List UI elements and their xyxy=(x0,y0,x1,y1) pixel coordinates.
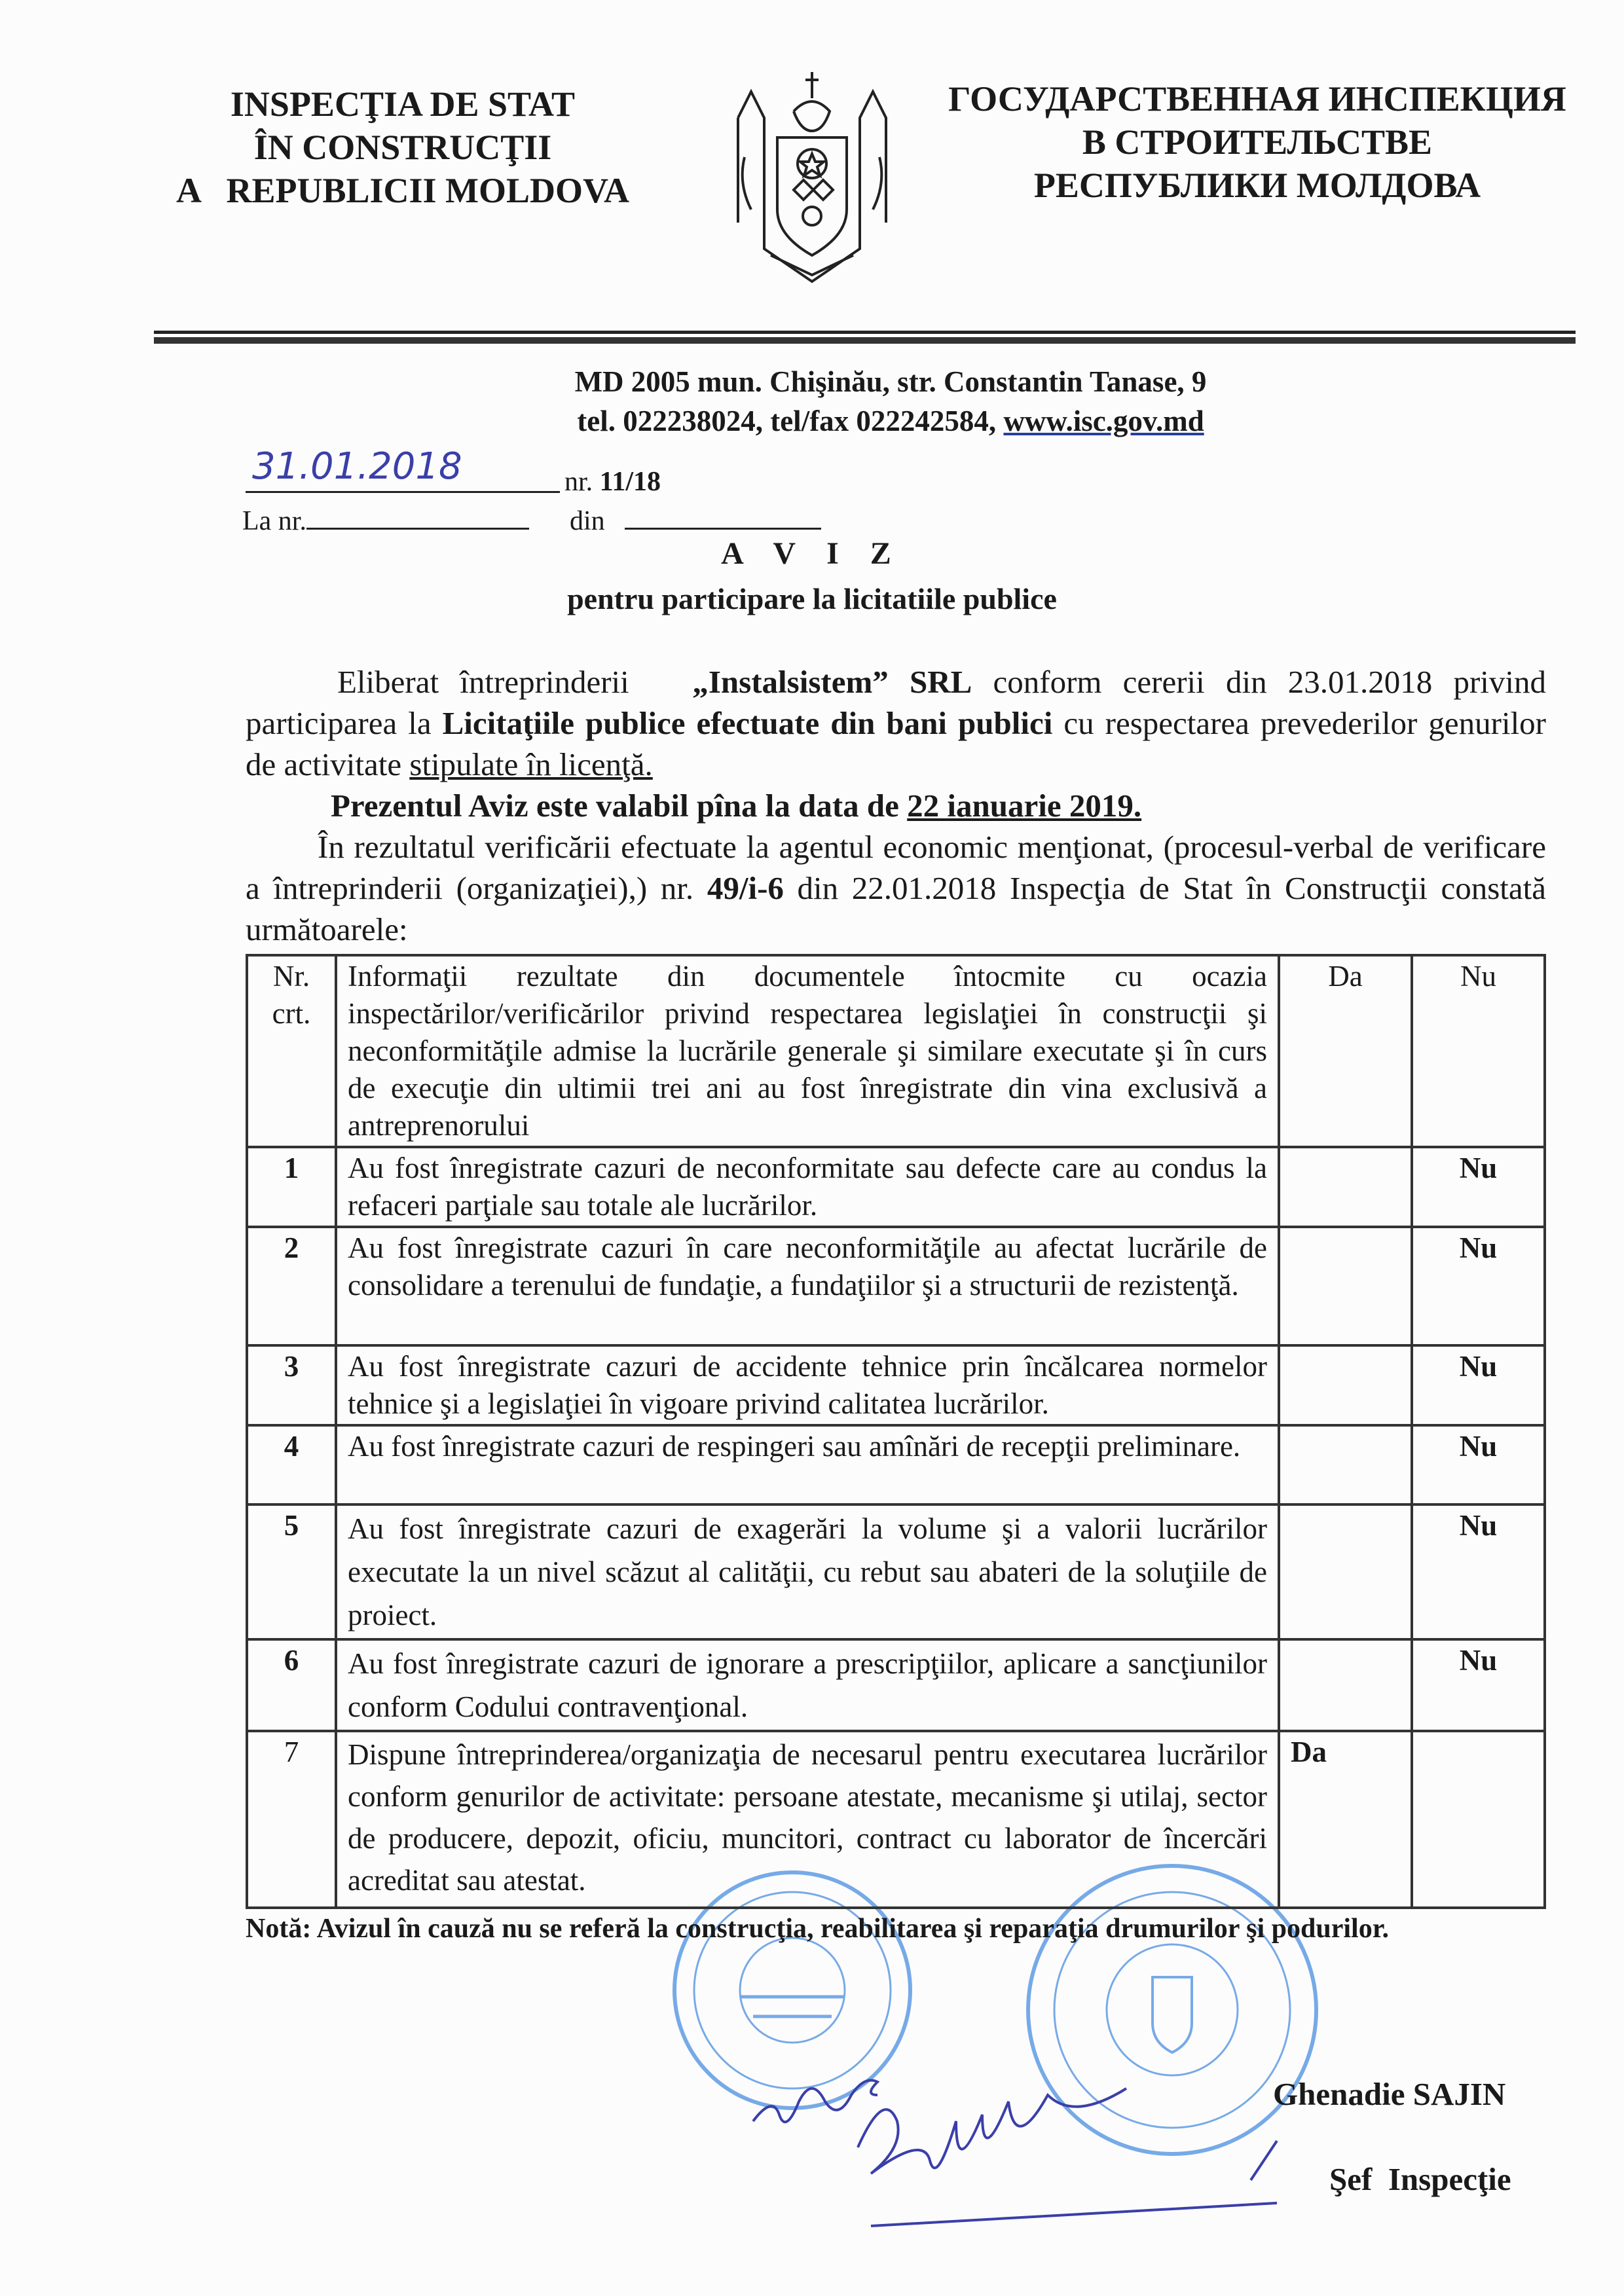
signature-icon xyxy=(740,2016,1329,2265)
report-number: 49/i-6 xyxy=(707,870,784,906)
row-nu: Nu xyxy=(1412,1227,1545,1345)
row-nr: 4 xyxy=(247,1425,336,1504)
row-da xyxy=(1279,1345,1412,1425)
header-left-line: INSPECŢIA DE STAT xyxy=(230,84,576,124)
header-divider-thin xyxy=(154,331,1576,334)
row-da: Da xyxy=(1279,1731,1412,1908)
purpose: Licitaţiile publice efectuate din bani publici xyxy=(442,705,1053,741)
row-da xyxy=(1279,1639,1412,1731)
row-nu: Nu xyxy=(1412,1425,1545,1504)
row-nr: 1 xyxy=(247,1147,336,1227)
inspection-results-table xyxy=(246,954,1546,1909)
date-field xyxy=(246,445,560,493)
company-name: „Instalsistem” SRL xyxy=(692,664,972,700)
header-right-institution-name xyxy=(910,77,1604,207)
din-blank xyxy=(625,501,821,530)
header-divider-thick xyxy=(154,337,1576,344)
signatory-name: Ghenadie SAJIN xyxy=(1273,2076,1506,2112)
signatory-position: Şef Inspecţie xyxy=(1329,2161,1511,2197)
row-nr: 5 xyxy=(247,1504,336,1639)
text: conform cererii din 23.01.2018 privind participarea la xyxy=(246,664,1546,741)
validity-date: 22 ianuarie 2019. xyxy=(907,788,1142,824)
main-content xyxy=(246,661,1546,1944)
din-label: din xyxy=(570,506,605,536)
row-text: Dispune întreprinderea/organizaţia de necesarul pentru executarea lucrărilor conform genurilor de activitate: persoane atestate, mecanisme şi utilaj, sector de producere, depozit, oficiu, muncitori, contract cu laborator de încercări acreditat sau atestat. xyxy=(336,1731,1279,1908)
header-info: Informaţii rezultate din documentele întocmite cu ocazia inspectărilor/verificărilor privind respectarea legislaţiei în construcţii şi neconformităţile admise la lucrările generale şi similare executate şi în curs de execuţie din ultimii trei ani au fost înregistrate din vina exclusivă a antreprenorului xyxy=(336,955,1279,1147)
paragraph-verification xyxy=(246,826,1546,950)
header-nr: Nr. crt. xyxy=(247,955,336,1147)
header-nu: Nu xyxy=(1412,955,1545,1147)
row-da xyxy=(1279,1227,1412,1345)
row-nu xyxy=(1412,1731,1545,1908)
row-nu: Nu xyxy=(1412,1639,1545,1731)
text: Eliberat întreprinderii xyxy=(337,664,693,700)
contact-line xyxy=(327,401,1454,441)
table-row xyxy=(247,1504,1545,1639)
row-text: Au fost înregistrate cazuri de neconformitate sau defecte care au condus la refaceri parţiale sau totale ale lucrărilor. xyxy=(336,1147,1279,1227)
address-line: MD 2005 mun. Chişinău, str. Constantin Tanase, 9 xyxy=(574,365,1207,398)
nr-label: nr. xyxy=(564,467,593,497)
text: cu respectarea prevederilor genurilor de activitate xyxy=(246,705,1546,782)
table-row xyxy=(247,1345,1545,1425)
la-nr-field xyxy=(242,501,529,537)
text: Prezentul Aviz este valabil pîna la data de xyxy=(331,788,908,824)
body-text xyxy=(246,661,1546,950)
text: din 22.01.2018 Inspecţia de Stat în Construcţii constată următoarele: xyxy=(246,870,1546,947)
row-nr: 6 xyxy=(247,1639,336,1731)
row-text: Au fost înregistrate cazuri de respingeri sau amînări de recepţii preliminare. xyxy=(336,1425,1279,1504)
header-left-line: A REPUBLICII MOLDOVA xyxy=(175,171,630,210)
header-right-line: В СТРОИТЕЛЬСТВЕ xyxy=(1082,122,1433,162)
table-row xyxy=(247,1147,1545,1227)
row-nu: Nu xyxy=(1412,1504,1545,1639)
row-da xyxy=(1279,1147,1412,1227)
row-text: Au fost înregistrate cazuri în care neconformităţile au afectat lucrările de consolidare a terenului de fundaţie, a fundaţiilor şi a structurii de rezistenţă. xyxy=(336,1227,1279,1345)
table-row xyxy=(247,1227,1545,1345)
row-da xyxy=(1279,1425,1412,1504)
row-text: Au fost înregistrate cazuri de exagerări la volume şi a valorii lucrărilor executate la un nivel scăzut al calităţii, cu rebut sau abateri de la soluţiile de proiect. xyxy=(336,1504,1279,1639)
din-field xyxy=(570,501,821,537)
row-nu: Nu xyxy=(1412,1147,1545,1227)
header-right-line: ГОСУДАРСТВЕННАЯ ИНСПЕКЦИЯ xyxy=(948,79,1566,118)
row-nr: 3 xyxy=(247,1345,336,1425)
row-text: Au fost înregistrate cazuri de accidente tehnice prin încălcarea normelor tehnice şi a legislaţiei în vigoare privind calitatea lucrărilor. xyxy=(336,1345,1279,1425)
row-nr: 2 xyxy=(247,1227,336,1345)
paragraph-validity xyxy=(246,785,1546,826)
la-nr-label: La nr. xyxy=(242,506,306,536)
table-row xyxy=(247,1731,1545,1908)
phone-numbers: tel. 022238024, tel/fax 022242584, xyxy=(577,405,1004,437)
row-nr: 7 xyxy=(247,1731,336,1908)
row-da xyxy=(1279,1504,1412,1639)
coat-of-arms-icon xyxy=(731,65,893,285)
text-underlined: stipulate în licenţă. xyxy=(409,746,653,782)
website-link[interactable]: www.isc.gov.md xyxy=(1003,405,1204,437)
note: Notă: Avizul în cauză nu se referă la construcţia, reabilitarea şi reparaţia drumurilor şi podurilor. xyxy=(246,1914,1390,1944)
table-header-row xyxy=(247,955,1545,1147)
reference-number xyxy=(564,466,661,498)
header-left-line: ÎN CONSTRUCŢII xyxy=(253,128,552,167)
document-title: A V I Z xyxy=(721,536,903,571)
la-nr-blank xyxy=(306,501,529,530)
handwritten-date: 31.01.2018 xyxy=(252,445,462,488)
row-text: Au fost înregistrate cazuri de ignorare a prescripţiilor, aplicare a sancţiunilor conform Codului contravenţional. xyxy=(336,1639,1279,1731)
header-da: Da xyxy=(1279,955,1412,1147)
nr-value: 11/18 xyxy=(599,467,661,497)
table-row xyxy=(247,1639,1545,1731)
paragraph-issued-to xyxy=(246,661,1546,785)
text: În rezultatul verificării efectuate la agentul economic menţionat, (procesul-verbal de verificare a întreprinderii (organizaţiei),) nr. xyxy=(246,829,1546,906)
header-right-line: РЕСПУБЛИКИ МОЛДОВА xyxy=(1033,166,1481,205)
document-subtitle: pentru participare la licitatiile publice xyxy=(567,582,1057,615)
header-left-institution-name xyxy=(141,82,665,212)
table-row xyxy=(247,1425,1545,1504)
row-nu: Nu xyxy=(1412,1345,1545,1425)
